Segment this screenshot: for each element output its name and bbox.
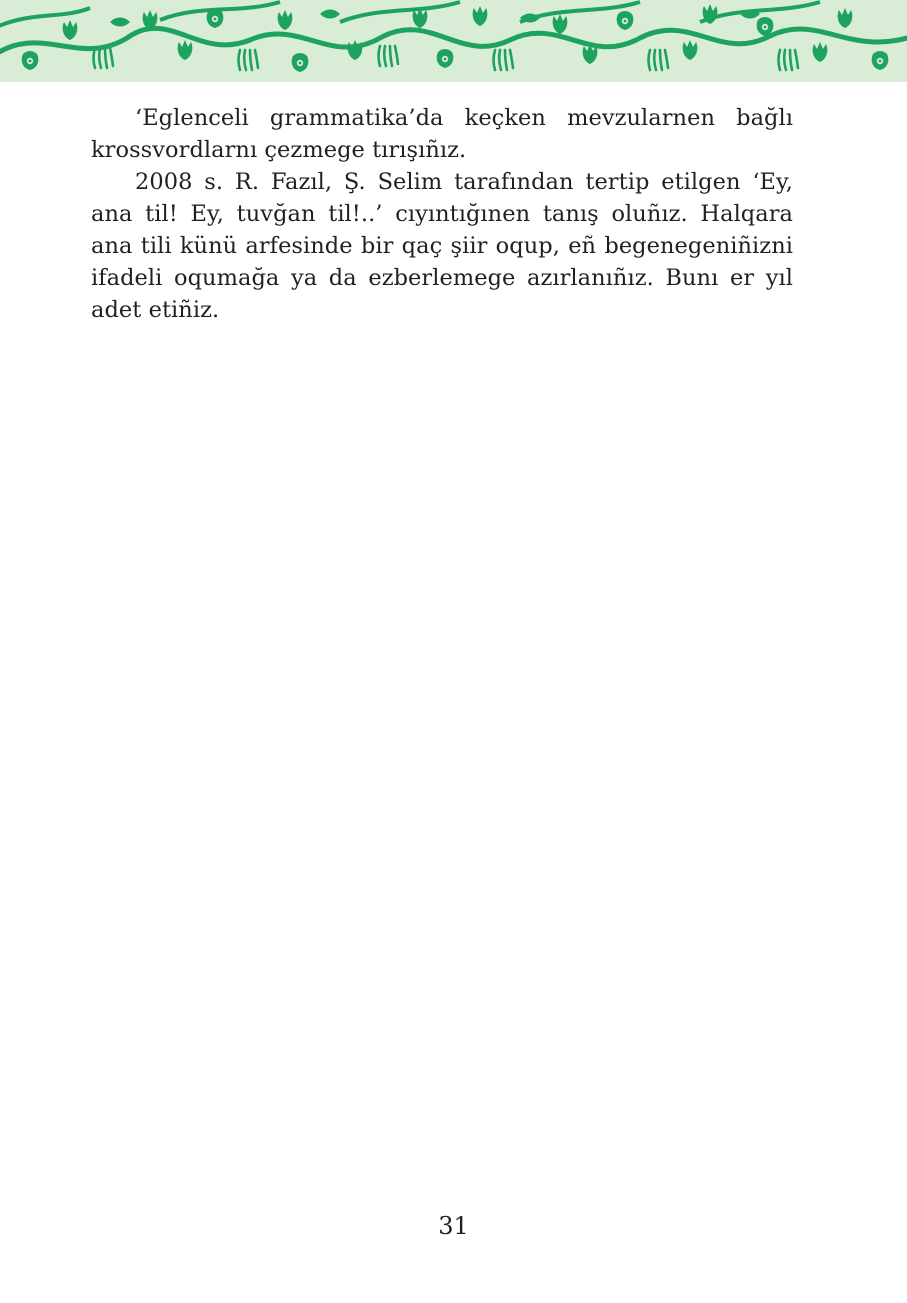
paragraph-crosswords: ‘Eglenceli grammatika’da keçken mevzularnen bağlı krossvordlarnı çezmege tırışıñız.	[91, 105, 793, 163]
floral-header-band	[0, 0, 907, 82]
page-number: 31	[438, 1212, 469, 1240]
paragraph-anthology: 2008 s. R. Fazıl, Ş. Selim tarafından tertip etilgen ‘Ey, ana til! Ey, tuvğan til!..’ cıyıntığınen tanış oluñız. Halqara ana tili künü arfesinde bir qaç şiir oqup, eñ begenegeniñizni ifadeli oqumağa ya da ezberlemege azırlanıñız. Bunı er yıl adet etiñiz.	[91, 169, 793, 323]
main-text	[91, 102, 793, 326]
floral-vine-ornament-icon	[0, 0, 907, 82]
